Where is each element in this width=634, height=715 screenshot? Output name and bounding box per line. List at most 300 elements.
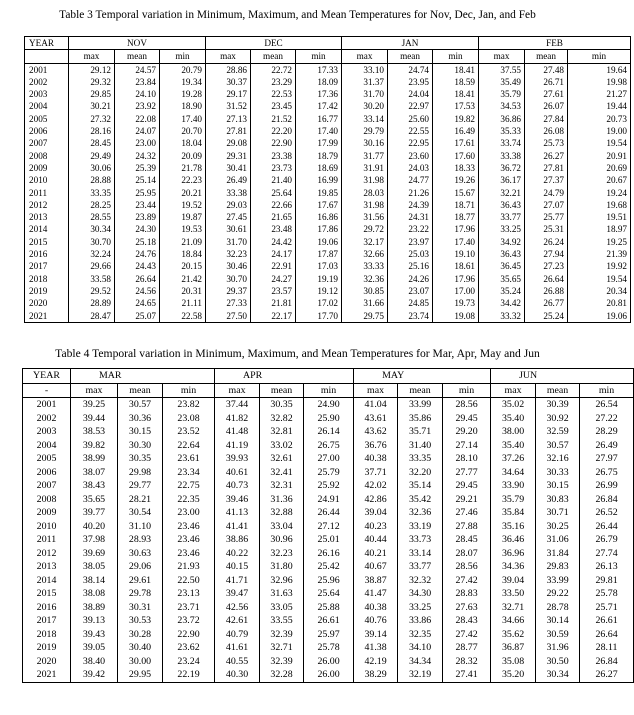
value-cell: 26.00 (304, 668, 354, 682)
value-cell: 37.55 (479, 63, 525, 76)
value-cell: 26.44 (580, 520, 634, 534)
value-cell: 29.03 (206, 199, 251, 211)
year-column-header: YEAR (25, 37, 69, 50)
year-cell: 2001 (23, 398, 71, 412)
value-cell: 19.06 (568, 310, 631, 323)
value-cell: 28.47 (69, 310, 115, 323)
value-cell: 39.44 (71, 412, 118, 426)
value-cell: 31.70 (342, 88, 388, 100)
table-row (23, 668, 634, 682)
value-cell: 40.79 (215, 628, 260, 642)
value-cell: 33.02 (260, 439, 304, 453)
value-cell: 20.31 (160, 285, 206, 297)
value-cell: 22.17 (251, 310, 296, 323)
value-cell: 28.56 (443, 560, 491, 574)
value-cell: 26.44 (304, 506, 354, 520)
value-cell: 32.20 (398, 466, 443, 480)
value-cell: 35.40 (491, 439, 536, 453)
sub-header-mean: mean (536, 383, 580, 398)
value-cell: 23.24 (163, 655, 215, 669)
value-cell: 18.59 (433, 76, 479, 88)
value-cell: 29.12 (69, 63, 115, 76)
value-cell: 30.06 (69, 162, 115, 174)
value-cell: 30.37 (206, 76, 251, 88)
value-cell: 18.97 (568, 223, 631, 235)
value-cell: 26.61 (580, 614, 634, 628)
value-cell: 24.03 (388, 162, 433, 174)
value-cell: 30.63 (118, 547, 163, 561)
year-cell: 2016 (23, 601, 71, 615)
year-cell: 2012 (25, 199, 69, 211)
value-cell: 37.44 (215, 398, 260, 412)
value-cell: 28.93 (118, 533, 163, 547)
value-cell: 23.82 (163, 398, 215, 412)
table-row (23, 452, 634, 466)
value-cell: 32.81 (260, 425, 304, 439)
value-cell: 33.10 (342, 63, 388, 76)
value-cell: 27.13 (206, 113, 251, 125)
value-cell: 23.74 (388, 310, 433, 323)
value-cell: 26.61 (304, 614, 354, 628)
value-cell: 30.00 (118, 655, 163, 669)
value-cell: 30.30 (118, 439, 163, 453)
value-cell: 33.14 (342, 113, 388, 125)
table-row (23, 479, 634, 493)
value-cell: 19.26 (433, 174, 479, 186)
sub-header-mean: mean (251, 50, 296, 63)
value-cell: 33.25 (398, 601, 443, 615)
value-cell: 25.07 (115, 310, 160, 323)
value-cell: 18.77 (433, 211, 479, 223)
value-cell: 22.72 (251, 63, 296, 76)
value-cell: 30.34 (536, 668, 580, 682)
value-cell: 21.93 (163, 560, 215, 574)
value-cell: 25.16 (388, 260, 433, 272)
value-cell: 43.61 (354, 412, 398, 426)
value-cell: 30.96 (260, 533, 304, 547)
value-cell: 32.66 (342, 248, 388, 260)
value-cell: 33.19 (398, 520, 443, 534)
sub-header-mean: mean (398, 383, 443, 398)
value-cell: 22.23 (160, 174, 206, 186)
table-row (25, 125, 631, 137)
value-cell: 30.21 (69, 100, 115, 112)
value-cell: 40.38 (354, 452, 398, 466)
value-cell: 28.45 (443, 533, 491, 547)
value-cell: 32.88 (260, 506, 304, 520)
value-cell: 23.08 (163, 412, 215, 426)
value-cell: 18.61 (433, 260, 479, 272)
value-cell: 25.42 (304, 560, 354, 574)
month-header: JUN (491, 369, 634, 384)
month-header: FEB (479, 37, 631, 50)
value-cell: 18.90 (160, 100, 206, 112)
sub-header-max: max (342, 50, 388, 63)
value-cell: 39.14 (354, 628, 398, 642)
value-cell: 16.49 (433, 125, 479, 137)
value-cell: 27.97 (580, 452, 634, 466)
table-row (25, 113, 631, 125)
value-cell: 35.84 (491, 506, 536, 520)
value-cell: 30.54 (118, 506, 163, 520)
value-cell: 17.99 (296, 137, 342, 149)
value-cell: 30.53 (118, 614, 163, 628)
year-cell: 2019 (25, 285, 69, 297)
value-cell: 30.35 (260, 398, 304, 412)
value-cell: 29.77 (118, 479, 163, 493)
value-cell: 32.71 (260, 641, 304, 655)
month-header: APR (215, 369, 354, 384)
sub-header-max: max (479, 50, 525, 63)
value-cell: 35.79 (479, 88, 525, 100)
value-cell: 27.63 (443, 601, 491, 615)
value-cell: 27.41 (443, 668, 491, 682)
value-cell: 25.01 (304, 533, 354, 547)
value-cell: 18.04 (160, 137, 206, 149)
sub-header-min: min (433, 50, 479, 63)
value-cell: 25.78 (580, 587, 634, 601)
value-cell: 39.93 (215, 452, 260, 466)
year-cell: 2015 (23, 587, 71, 601)
value-cell: 24.07 (115, 125, 160, 137)
table-row (23, 628, 634, 642)
value-cell: 27.50 (206, 310, 251, 323)
value-cell: 23.73 (251, 162, 296, 174)
value-cell: 38.14 (71, 574, 118, 588)
sub-header-mean: mean (388, 50, 433, 63)
value-cell: 26.64 (525, 273, 568, 285)
value-cell: 23.38 (251, 150, 296, 162)
value-cell: 21.27 (568, 88, 631, 100)
value-cell: 32.82 (260, 412, 304, 426)
value-cell: 33.04 (260, 520, 304, 534)
sub-header-max: max (354, 383, 398, 398)
value-cell: 24.10 (115, 88, 160, 100)
value-cell: 30.14 (536, 614, 580, 628)
value-cell: 19.28 (160, 88, 206, 100)
value-cell: 35.40 (491, 412, 536, 426)
value-cell: 24.91 (304, 493, 354, 507)
value-cell: 35.62 (491, 628, 536, 642)
value-cell: 36.43 (479, 199, 525, 211)
year-cell: 2018 (23, 628, 71, 642)
table-row (23, 547, 634, 561)
value-cell: 33.86 (398, 614, 443, 628)
year-cell: 2003 (25, 88, 69, 100)
value-cell: 19.92 (568, 260, 631, 272)
value-cell: 33.74 (479, 137, 525, 149)
value-cell: 23.29 (251, 76, 296, 88)
value-cell: 17.00 (433, 285, 479, 297)
table-row (25, 162, 631, 174)
value-cell: 27.94 (525, 248, 568, 260)
value-cell: 18.84 (160, 248, 206, 260)
value-cell: 29.32 (69, 76, 115, 88)
value-cell: 24.57 (115, 63, 160, 76)
year-cell: 2006 (23, 466, 71, 480)
value-cell: 38.08 (71, 587, 118, 601)
value-cell: 19.51 (568, 211, 631, 223)
value-cell: 26.24 (525, 236, 568, 248)
value-cell: 29.83 (536, 560, 580, 574)
value-cell: 39.69 (71, 547, 118, 561)
value-cell: 24.26 (388, 273, 433, 285)
value-cell: 16.86 (296, 211, 342, 223)
value-cell: 18.33 (433, 162, 479, 174)
value-cell: 25.96 (304, 574, 354, 588)
value-cell: 27.88 (443, 520, 491, 534)
value-cell: 20.69 (568, 162, 631, 174)
value-cell: 36.45 (479, 260, 525, 272)
value-cell: 39.46 (215, 493, 260, 507)
sub-header-min: min (163, 383, 215, 398)
value-cell: 26.52 (580, 506, 634, 520)
sub-header-max: max (491, 383, 536, 398)
value-cell: 24.76 (115, 248, 160, 260)
month-header: JAN (342, 37, 479, 50)
value-cell: 39.25 (71, 398, 118, 412)
value-cell: 27.61 (525, 88, 568, 100)
sub-header-max: max (206, 50, 251, 63)
value-cell: 30.70 (206, 273, 251, 285)
value-cell: 23.92 (115, 100, 160, 112)
value-cell: 25.92 (304, 479, 354, 493)
value-cell: 27.00 (304, 452, 354, 466)
value-cell: 18.71 (433, 199, 479, 211)
value-cell: 33.90 (491, 479, 536, 493)
value-cell: 29.17 (206, 88, 251, 100)
sub-header-min: min (296, 50, 342, 63)
value-cell: 26.99 (580, 479, 634, 493)
value-cell: 23.52 (163, 425, 215, 439)
year-cell: 2011 (23, 533, 71, 547)
value-cell: 19.87 (160, 211, 206, 223)
value-cell: 17.40 (296, 125, 342, 137)
value-cell: 28.56 (443, 398, 491, 412)
value-cell: 19.06 (296, 236, 342, 248)
value-cell: 24.79 (525, 187, 568, 199)
value-cell: 21.09 (160, 236, 206, 248)
value-cell: 26.75 (304, 439, 354, 453)
value-cell: 25.39 (115, 162, 160, 174)
value-cell: 17.96 (433, 223, 479, 235)
value-cell: 41.41 (215, 520, 260, 534)
value-cell: 28.32 (443, 655, 491, 669)
value-cell: 33.73 (398, 533, 443, 547)
value-cell: 24.85 (388, 297, 433, 309)
sub-header-mean: mean (260, 383, 304, 398)
value-cell: 40.67 (354, 560, 398, 574)
year-cell: 2005 (23, 452, 71, 466)
value-cell: 22.58 (160, 310, 206, 323)
value-cell: 26.54 (580, 398, 634, 412)
value-cell: 33.35 (69, 187, 115, 199)
value-cell: 27.07 (525, 199, 568, 211)
value-cell: 27.74 (580, 547, 634, 561)
table-row (25, 297, 631, 309)
value-cell: 28.25 (69, 199, 115, 211)
value-cell: 27.81 (206, 125, 251, 137)
sub-header-mean: mean (115, 50, 160, 63)
value-cell: 31.84 (536, 547, 580, 561)
value-cell: 38.29 (354, 668, 398, 682)
value-cell: 23.46 (163, 547, 215, 561)
table-row (25, 285, 631, 297)
value-cell: 26.71 (525, 76, 568, 88)
value-cell: 21.52 (251, 113, 296, 125)
value-cell: 29.61 (118, 574, 163, 588)
value-cell: 26.00 (304, 655, 354, 669)
value-cell: 41.82 (215, 412, 260, 426)
value-cell: 33.58 (69, 273, 115, 285)
value-cell: 18.79 (296, 150, 342, 162)
value-cell: 35.02 (491, 398, 536, 412)
year-sub-header (25, 50, 69, 63)
value-cell: 40.76 (354, 614, 398, 628)
value-cell: 26.49 (580, 439, 634, 453)
value-cell: 34.30 (398, 587, 443, 601)
sub-header-min: min (568, 50, 631, 63)
value-cell: 15.67 (433, 187, 479, 199)
value-cell: 33.50 (491, 587, 536, 601)
year-cell: 2016 (25, 248, 69, 260)
value-cell: 23.97 (388, 236, 433, 248)
sub-header-min: min (160, 50, 206, 63)
value-cell: 20.34 (568, 285, 631, 297)
value-cell: 20.21 (160, 187, 206, 199)
value-cell: 29.21 (443, 493, 491, 507)
value-cell: 29.95 (118, 668, 163, 682)
value-cell: 31.06 (536, 533, 580, 547)
sub-header-mean: mean (118, 383, 163, 398)
value-cell: 29.22 (536, 587, 580, 601)
value-cell: 34.92 (479, 236, 525, 248)
value-cell: 34.53 (479, 100, 525, 112)
value-cell: 26.13 (580, 560, 634, 574)
value-cell: 38.40 (71, 655, 118, 669)
value-cell: 29.79 (342, 125, 388, 137)
value-cell: 22.90 (251, 137, 296, 149)
year-cell: 2018 (25, 273, 69, 285)
year-cell: 2002 (23, 412, 71, 426)
value-cell: 17.42 (296, 100, 342, 112)
value-cell: 19.54 (568, 137, 631, 149)
value-cell: 31.56 (342, 211, 388, 223)
value-cell: 22.19 (163, 668, 215, 682)
value-cell: 24.27 (251, 273, 296, 285)
value-cell: 19.24 (568, 187, 631, 199)
value-cell: 37.71 (354, 466, 398, 480)
table-row (23, 493, 634, 507)
value-cell: 33.99 (536, 574, 580, 588)
value-cell: 35.79 (491, 493, 536, 507)
value-cell: 30.20 (342, 100, 388, 112)
value-cell: 36.76 (354, 439, 398, 453)
value-cell: 25.97 (304, 628, 354, 642)
value-cell: 42.61 (215, 614, 260, 628)
value-cell: 17.40 (160, 113, 206, 125)
table-row (25, 137, 631, 149)
value-cell: 19.08 (433, 310, 479, 323)
value-cell: 26.07 (525, 100, 568, 112)
value-cell: 25.73 (525, 137, 568, 149)
value-cell: 39.43 (71, 628, 118, 642)
value-cell: 27.42 (443, 628, 491, 642)
year-cell: 2012 (23, 547, 71, 561)
value-cell: 25.95 (115, 187, 160, 199)
value-cell: 32.32 (398, 574, 443, 588)
value-cell: 28.10 (443, 452, 491, 466)
value-cell: 28.16 (69, 125, 115, 137)
value-cell: 42.56 (215, 601, 260, 615)
value-cell: 28.89 (69, 297, 115, 309)
year-cell: 2019 (23, 641, 71, 655)
year-cell: 2013 (23, 560, 71, 574)
sub-header-mean: mean (525, 50, 568, 63)
value-cell: 36.17 (479, 174, 525, 186)
value-cell: 35.24 (479, 285, 525, 297)
value-cell: 17.03 (296, 260, 342, 272)
value-cell: 32.96 (260, 574, 304, 588)
value-cell: 23.72 (163, 614, 215, 628)
value-cell: 29.31 (206, 150, 251, 162)
value-cell: 23.48 (251, 223, 296, 235)
value-cell: 19.98 (568, 76, 631, 88)
value-cell: 30.70 (69, 236, 115, 248)
value-cell: 32.39 (260, 655, 304, 669)
value-cell: 31.40 (398, 439, 443, 453)
value-cell: 27.23 (525, 260, 568, 272)
year-cell: 2010 (25, 174, 69, 186)
value-cell: 26.88 (525, 285, 568, 297)
value-cell: 38.89 (71, 601, 118, 615)
value-cell: 26.64 (580, 628, 634, 642)
value-cell: 30.28 (118, 628, 163, 642)
value-cell: 31.80 (260, 560, 304, 574)
value-cell: 29.45 (443, 479, 491, 493)
value-cell: 25.64 (304, 587, 354, 601)
value-cell: 17.02 (296, 297, 342, 309)
value-cell: 30.35 (118, 452, 163, 466)
value-cell: 30.16 (342, 137, 388, 149)
value-cell: 26.08 (525, 125, 568, 137)
value-cell: 22.97 (388, 100, 433, 112)
value-cell: 33.05 (260, 601, 304, 615)
value-cell: 30.39 (536, 398, 580, 412)
value-cell: 30.85 (342, 285, 388, 297)
value-cell: 17.53 (433, 100, 479, 112)
value-cell: 33.25 (479, 223, 525, 235)
value-cell: 17.33 (296, 63, 342, 76)
year-sub-header: - (23, 383, 71, 398)
table-3-caption: Table 3 Temporal variation in Minimum, Maximum, and Mean Temperatures for Nov, Dec, Jan, and Feb (59, 9, 536, 21)
table-row (25, 88, 631, 100)
value-cell: 27.77 (443, 466, 491, 480)
year-cell: 2007 (25, 137, 69, 149)
value-cell: 31.77 (342, 150, 388, 162)
table-row (23, 533, 634, 547)
value-cell: 31.52 (206, 100, 251, 112)
value-cell: 29.45 (443, 412, 491, 426)
value-cell: 24.32 (115, 150, 160, 162)
table-row (25, 211, 631, 223)
value-cell: 36.86 (479, 113, 525, 125)
value-cell: 20.70 (160, 125, 206, 137)
value-cell: 31.37 (342, 76, 388, 88)
value-cell: 31.63 (260, 587, 304, 601)
month-header: DEC (206, 37, 342, 50)
value-cell: 34.36 (491, 560, 536, 574)
